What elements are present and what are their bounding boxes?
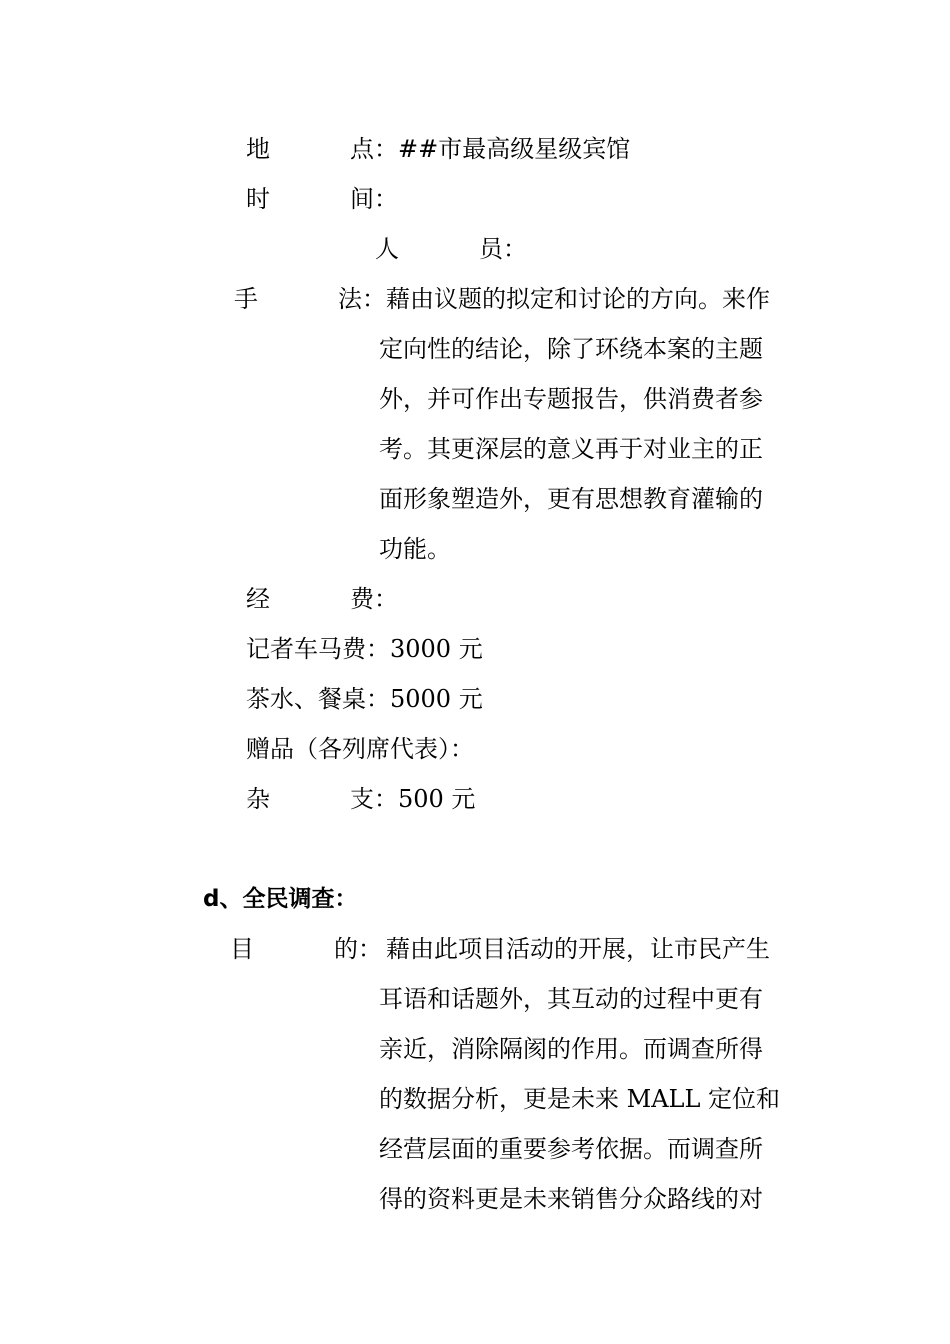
location-value: ##市最高级星级宾馆 (398, 135, 631, 163)
method-text-line: 藉由议题的拟定和讨论的方向。来作 (386, 285, 770, 313)
budget-label-a: 经 (246, 585, 270, 613)
method-text-line: 定向性的结论，除了环绕本案的主题 (379, 335, 763, 363)
time-label-b: 间： (350, 185, 398, 213)
method-label-b: 法： (338, 285, 386, 313)
purpose-label-a: 目 (230, 935, 254, 963)
purpose-text-line: 耳语和话题外，其互动的过程中更有 (379, 985, 763, 1013)
personnel-label-b: 员： (479, 235, 527, 263)
method-text-line: 考。其更深层的意义再于对业主的正 (379, 435, 763, 463)
cost-item: 赠品（各列席代表）： (246, 735, 474, 763)
purpose-label-b: 的： (334, 935, 382, 963)
location-label-a: 地 (246, 135, 270, 163)
method-text-line: 功能。 (379, 535, 451, 563)
time-label-a: 时 (246, 185, 270, 213)
section-d-heading: d、全民调查： (203, 886, 358, 912)
purpose-text-line: 亲近，消除隔阂的作用。而调查所得 (379, 1035, 763, 1063)
cost-item: 茶水、餐桌：5000 元 (246, 685, 483, 713)
cost-item: 记者车马费：3000 元 (246, 635, 483, 663)
budget-label-b: 费： (350, 585, 398, 613)
location-row (0, 134, 950, 166)
purpose-text-line: 得的资料更是未来销售分众路线的对 (379, 1185, 763, 1213)
method-label-a: 手 (234, 285, 258, 313)
method-text-line: 面形象塑造外，更有思想教育灌输的 (379, 485, 763, 513)
personnel-label-a: 人 (375, 235, 399, 263)
purpose-text-line: 藉由此项目活动的开展，让市民产生 (386, 935, 770, 963)
personnel-row (0, 234, 950, 266)
misc-label-a: 杂 (246, 785, 270, 813)
time-row (0, 184, 950, 216)
misc-label-b: 支：500 元 (350, 785, 476, 813)
purpose-text-line: 的数据分析，更是未来 MALL 定位和 (379, 1085, 781, 1113)
misc-row (0, 784, 950, 816)
budget-row (0, 584, 950, 616)
method-text-line: 外，并可作出专题报告，供消费者参 (379, 385, 763, 413)
location-label-b: 点： (350, 135, 398, 163)
purpose-text-line: 经营层面的重要参考依据。而调查所 (379, 1135, 763, 1163)
